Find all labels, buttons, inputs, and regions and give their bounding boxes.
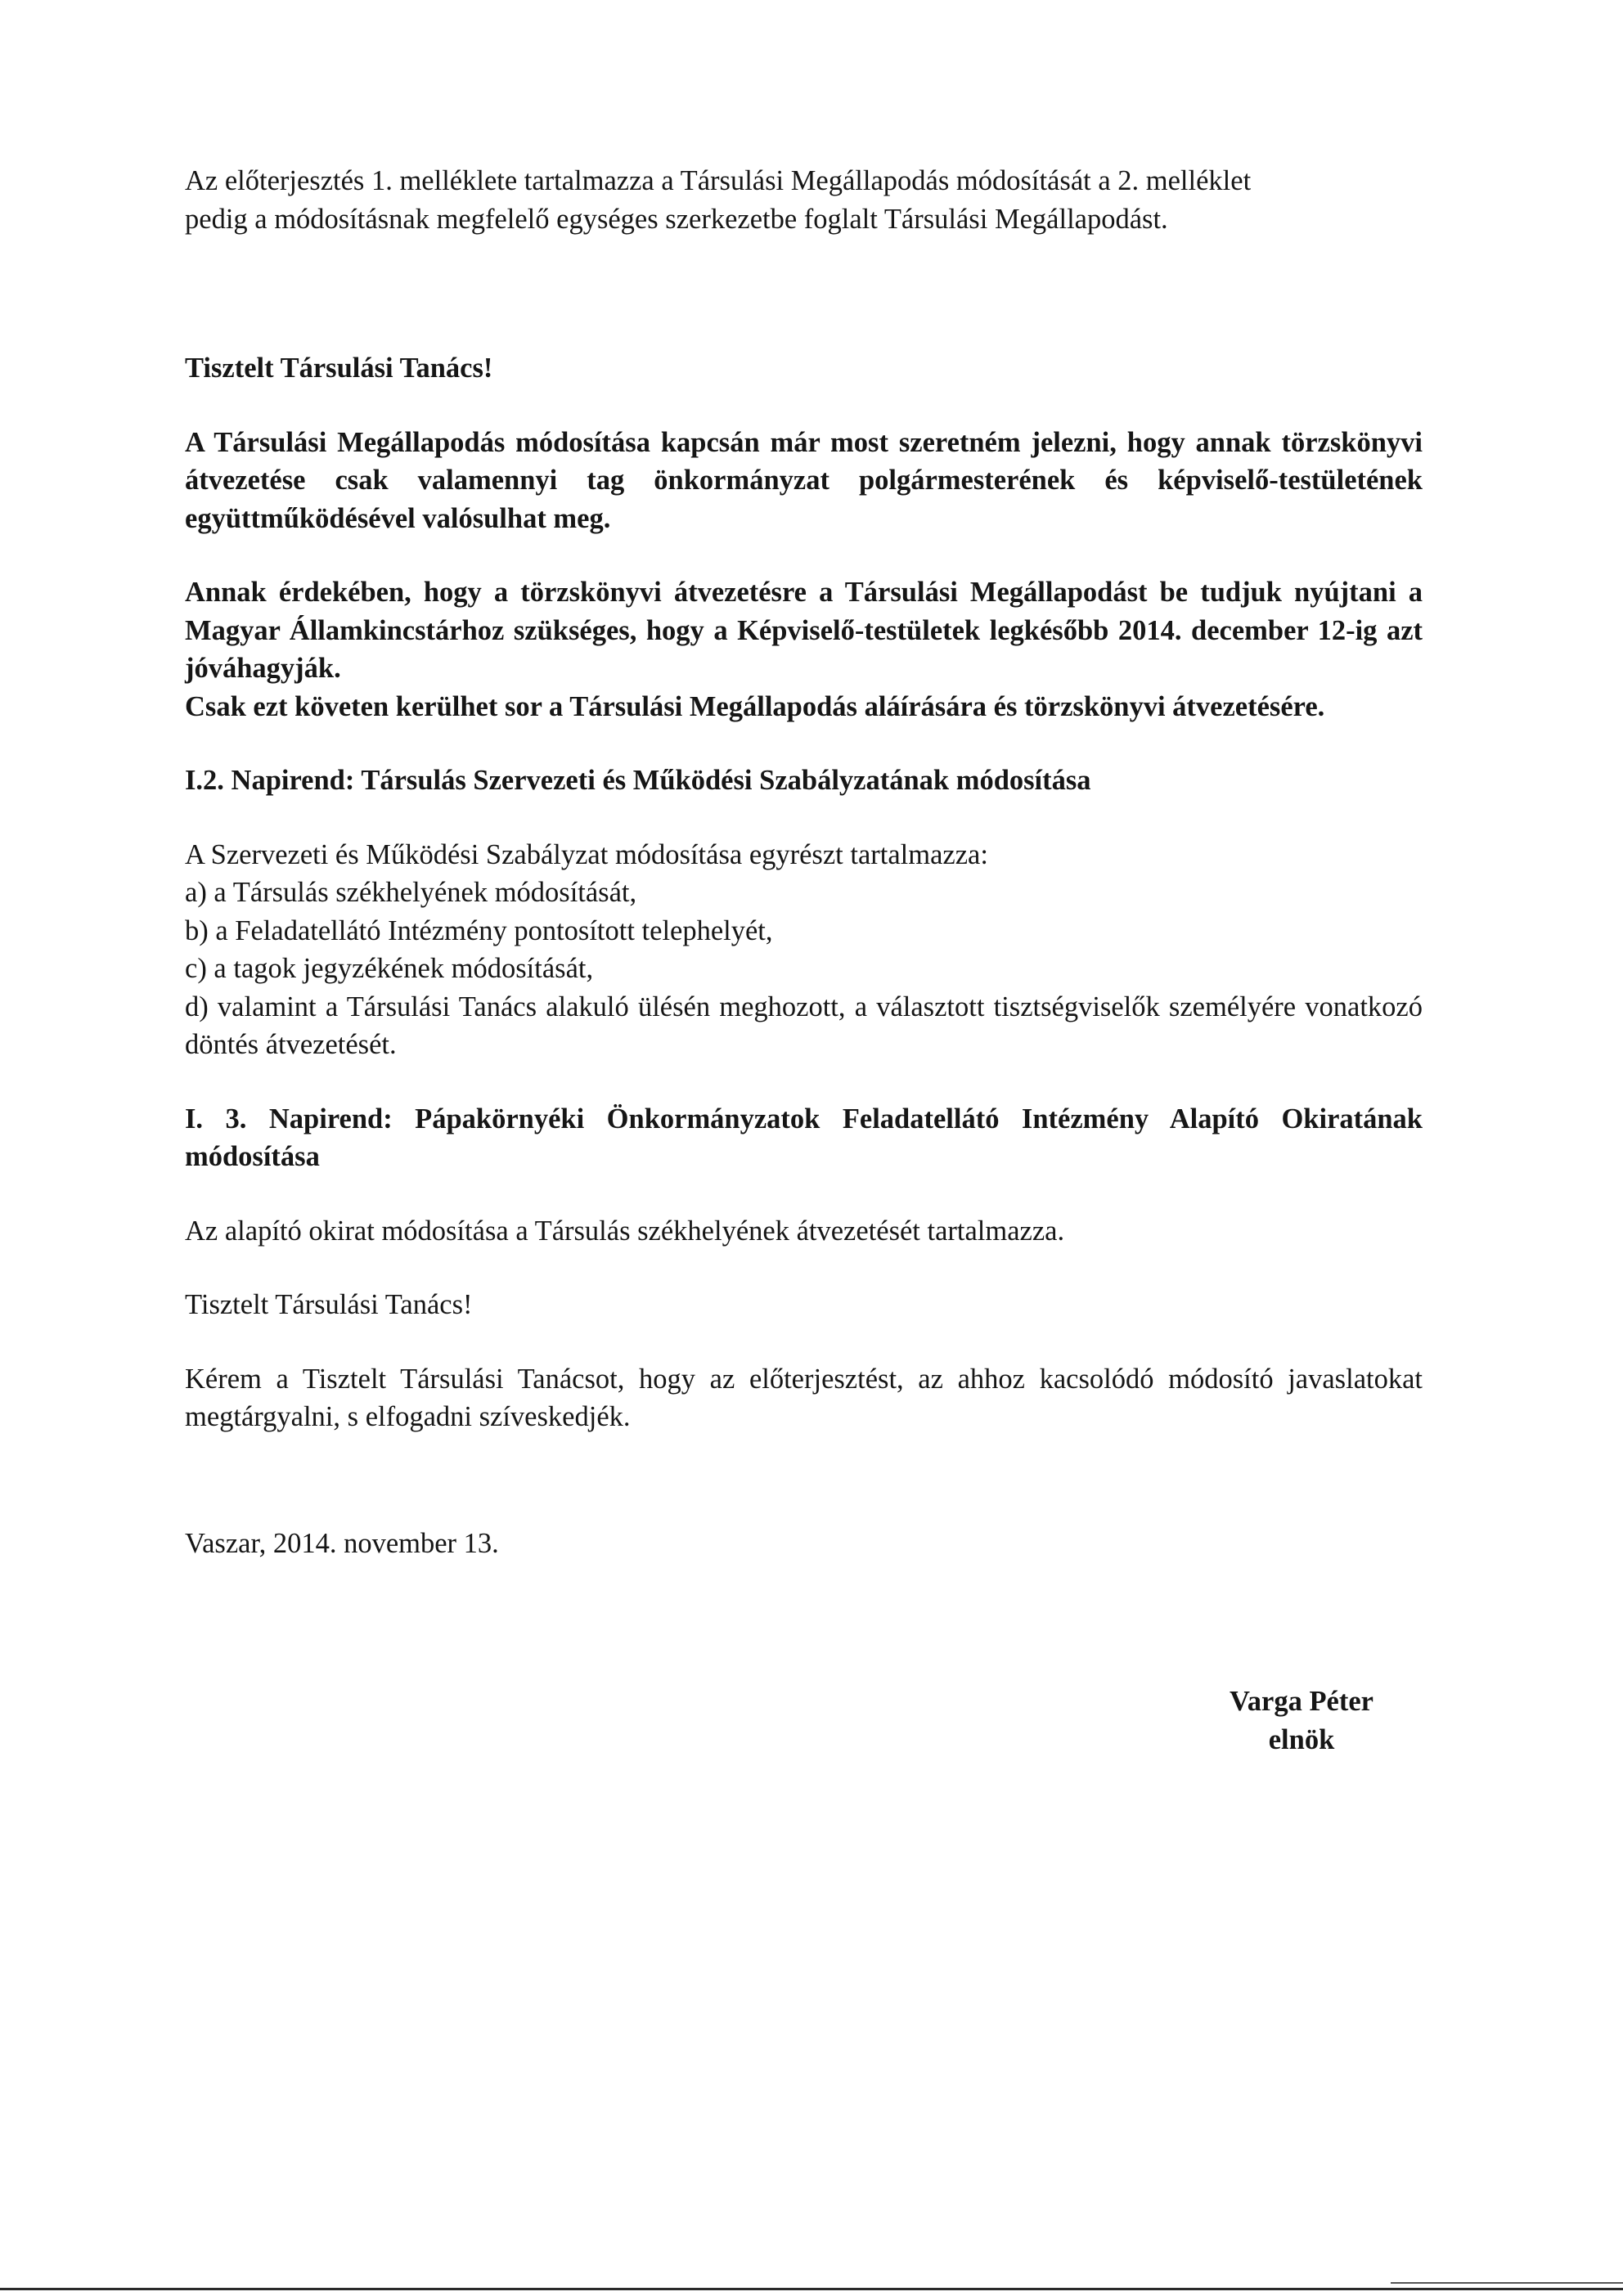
- document-body: [185, 162, 1423, 1562]
- szmsz-intro: A Szervezeti és Működési Szabályzat módosítása egyrészt tartalmazza:: [185, 838, 988, 870]
- paragraph-treasury-submission: Annak érdekében, hogy a törzskönyvi átvezetésre a Társulási Megállapodást be tudjuk nyújtani a Magyar Államkincstárhoz szükséges, hogy a Képviselő-testületek legkésőbb 2014. december 12-ig azt jóváhagyják.: [185, 577, 1423, 684]
- date-place: Vaszar, 2014. november 13.: [185, 1527, 499, 1559]
- list-item-d: d) valamint a Társulási Tanács alakuló ülésén meghozott, a választott tisztségviselők személyére vonatkozó döntés átvezetését.: [185, 991, 1423, 1060]
- alapito-okirat-text: Az alapító okirat módosítása a Társulás székhelyének átvezetését tartalmazza.: [185, 1215, 1065, 1247]
- paragraph-signing-condition: Csak ezt követen kerülhet sor a Társulási Megállapodás aláírására és törzskönyvi átvezetésére.: [185, 690, 1325, 722]
- salutation-regular: Tisztelt Társulási Tanács!: [185, 1289, 473, 1320]
- paragraph-registration-notice: A Társulási Megállapodás módosítása kapcsán már most szeretném jelezni, hogy annak törzskönyvi átvezetése csak valamennyi tag önkormányzat polgármesterének és képviselő-testületének együttműködésével valósulhat meg.: [185, 426, 1423, 534]
- list-item-b: b) a Feladatellátó Intézmény pontosított telephelyét,: [185, 914, 773, 946]
- list-item-c: c) a tagok jegyzékének módosítását,: [185, 953, 594, 984]
- intro-paragraph: [185, 162, 1423, 238]
- signer-title: elnök: [1268, 1723, 1335, 1755]
- intro-line-2: pedig a módosításnak megfelelő egységes szerkezetbe foglalt Társulási Megállapodást.: [185, 203, 1168, 235]
- list-item-a: a) a Társulás székhelyének módosítását,: [185, 877, 637, 908]
- salutation-bold: Tisztelt Társulási Tanács!: [185, 353, 493, 384]
- request-paragraph: Kérem a Tisztelt Társulási Tanácsot, hogy az előterjesztést, az ahhoz kacsolódó módosító javaslatokat megtárgyalni, s elfogadni szíveskedjék.: [185, 1363, 1423, 1432]
- scan-bottom-edge: [0, 2288, 1623, 2290]
- intro-line-1: Az előterjesztés 1. melléklete tartalmazza a Társulási Megállapodás módosítását a 2. melléklet: [185, 165, 1252, 196]
- scan-bottom-edge-right: [1391, 2282, 1623, 2284]
- signature-block: [1183, 1683, 1420, 1759]
- heading-agenda-1-2: I.2. Napirend: Társulás Szervezeti és Működési Szabályzatának módosítása: [185, 765, 1091, 796]
- heading-agenda-1-3: I. 3. Napirend: Pápakörnyéki Önkormányzatok Feladatellátó Intézmény Alapító Okiratának módosítása: [185, 1103, 1423, 1172]
- signer-name: Varga Péter: [1230, 1686, 1373, 1717]
